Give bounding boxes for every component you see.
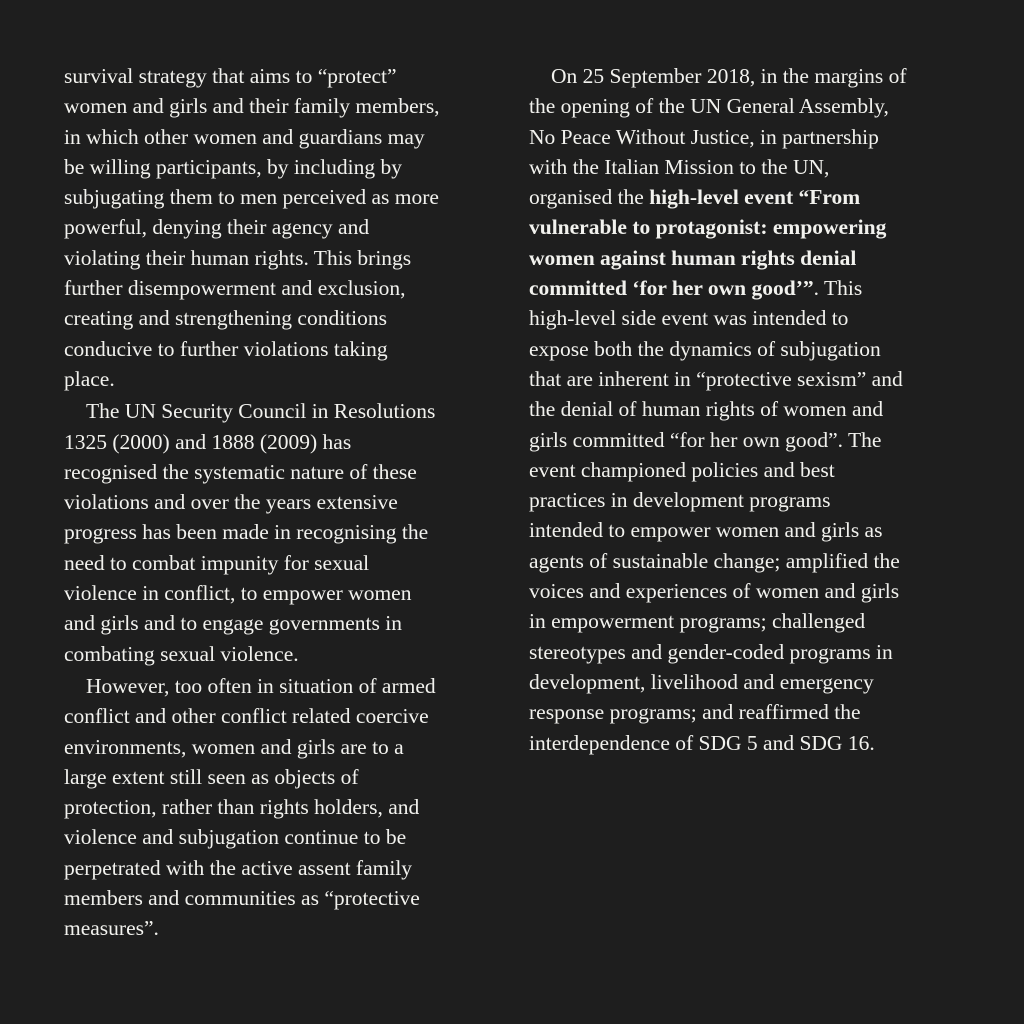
text-line: subjugating them to men perceived as more: [64, 185, 439, 210]
text-line: agents of sustainable change; amplified the: [529, 548, 900, 573]
text-line: development, livelihood and emergency: [529, 669, 874, 694]
text-line: [529, 273, 974, 303]
event-title-bold: vulnerable to protagonist: empowering: [529, 215, 887, 240]
text-line: recognised the systematic nature of these: [64, 459, 417, 484]
paragraph-survival-strategy: [64, 61, 514, 394]
text-run: organised the: [529, 185, 650, 210]
text-line: perpetrated with the active assent family: [64, 855, 413, 880]
text-line: place.: [64, 366, 115, 391]
text-run: . This: [813, 276, 863, 301]
text-line: On 25 September 2018, in the margins of: [551, 64, 907, 88]
event-title-bold: women against human rights denial: [529, 245, 857, 270]
text-line: environments, women and girls are to a: [64, 734, 404, 759]
paragraph-armed-conflict: [64, 671, 514, 944]
right-column: [529, 61, 974, 758]
text-line: with the Italian Mission to the UN,: [529, 154, 830, 179]
text-line: conducive to further violations taking: [64, 336, 388, 361]
text-line: in empowerment programs; challenged: [529, 609, 866, 634]
text-line: response programs; and reaffirmed the: [529, 700, 861, 725]
text-line: and girls and to engage governments in: [64, 611, 402, 636]
text-line: large extent still seen as objects of: [64, 764, 359, 789]
text-line: protection, rather than rights holders, and: [64, 795, 420, 820]
text-line: be willing participants, by including by: [64, 154, 402, 179]
text-line: 1325 (2000) and 1888 (2009) has: [64, 429, 352, 454]
text-line: interdependence of SDG 5 and SDG 16.: [529, 730, 875, 755]
text-line: progress has been made in recognising the: [64, 520, 429, 545]
text-line: violence and subjugation continue to be: [64, 825, 407, 850]
text-line: creating and strengthening conditions: [64, 306, 388, 331]
text-line: voices and experiences of women and girls: [529, 579, 900, 604]
text-line: that are inherent in “protective sexism” and: [529, 366, 903, 391]
paragraph-high-level-event: [529, 61, 974, 758]
text-line: need to combat impunity for sexual: [64, 550, 370, 575]
text-line: However, too often in situation of armed: [86, 673, 436, 698]
text-line: violence in conflict, to empower women: [64, 581, 412, 606]
text-line: further disempowerment and exclusion,: [64, 276, 406, 301]
text-line: practices in development programs: [529, 488, 831, 513]
text-line: conflict and other conflict related coercive: [64, 704, 429, 729]
text-line: measures”.: [64, 916, 159, 941]
event-title-bold: high-level event “From: [649, 185, 861, 210]
paragraph-security-council: [64, 396, 514, 669]
text-line: [529, 212, 974, 242]
text-line: No Peace Without Justice, in partnership: [529, 124, 879, 149]
text-line: survival strategy that aims to “protect”: [64, 64, 397, 88]
text-line: members and communities as “protective: [64, 886, 420, 911]
event-title-bold: committed ‘for her own good’”: [529, 276, 814, 301]
left-column: [64, 61, 514, 944]
text-line: powerful, denying their agency and: [64, 215, 370, 240]
text-line: the opening of the UN General Assembly,: [529, 94, 889, 119]
text-line: stereotypes and gender-coded programs in: [529, 639, 893, 664]
text-line: expose both the dynamics of subjugation: [529, 336, 881, 361]
text-line: event championed policies and best: [529, 457, 835, 482]
text-line: violating their human rights. This brings: [64, 245, 412, 270]
text-line: women and girls and their family members,: [64, 94, 440, 119]
text-line: girls committed “for her own good”. The: [529, 427, 882, 452]
text-line: The UN Security Council in Resolutions: [86, 399, 436, 424]
text-line: [529, 182, 974, 212]
text-line: combating sexual violence.: [64, 641, 299, 666]
text-line: in which other women and guardians may: [64, 124, 425, 149]
text-line: intended to empower women and girls as: [529, 518, 883, 543]
text-line: violations and over the years extensive: [64, 490, 398, 515]
text-line: the denial of human rights of women and: [529, 397, 884, 422]
text-line: high-level side event was intended to: [529, 306, 849, 331]
text-line: [529, 243, 974, 273]
